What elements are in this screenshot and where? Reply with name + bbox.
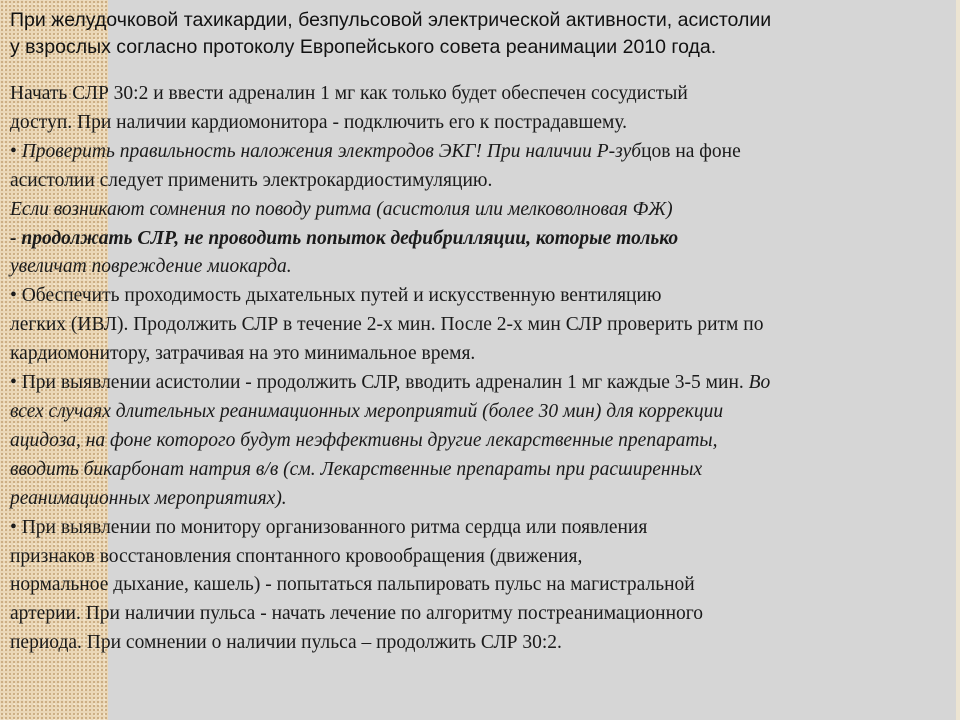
text-run: • При выявлении асистолии - продолжить СЛР, вводить адреналин 1 мг каждые 3-5 мин. [10,372,749,394]
text-run: признаков восстановления спонтанного кровообращения (движения, [10,545,583,567]
body-line [10,311,950,340]
text-run: • Обеспечить проходимость дыхательных путей и искусственную вентиляцию [10,285,662,307]
protocol-body-text [10,80,950,658]
text-run: Во [748,372,771,394]
text-run: доступ. При наличии кардиомонитора - подключить его к пострадавшему. [10,111,628,133]
text-run: нормальное дыхание, кашель) - попытаться пальпировать пульс на магистральной [10,574,695,596]
body-line [10,543,950,572]
body-line [10,629,950,658]
body-line [10,485,950,514]
body-line [10,109,950,138]
body-line [10,167,950,196]
title-line-2: у взрослых согласно протоколу Европейського совета реанимации 2010 года. [10,36,717,58]
text-run: асистолии следует применить электрокардиостимуляцию. [10,169,493,191]
body-line [10,138,950,167]
text-run: периода. При сомнении о наличии пульса – продолжить СЛР 30:2. [10,632,562,654]
text-run: • При выявлении по монитору организованного ритма сердца или появления [10,516,648,538]
text-run: Проверить правильность наложения электродов ЭКГ! При наличии Р-зуб [21,140,642,162]
text-run: цов на фоне [641,140,741,162]
title-line-1: При желудочковой тахикардии, безпульсовой электрической активности, асистолии [10,9,772,31]
text-run: увеличат повреждение миокарда. [10,256,292,278]
body-line [10,456,950,485]
text-run: Начать СЛР 30:2 и ввести адреналин 1 мг как только будет обеспечен сосудистый [10,83,688,104]
body-line [10,427,950,456]
body-line [10,600,950,629]
text-run: легких (ИВЛ). Продолжить СЛР в течение 2-х мин. После 2-х мин СЛР проверить ритм по [10,314,764,336]
text-run: кардиомонитору, затрачивая на это минимальное время. [10,343,476,365]
body-line [10,514,950,543]
text-run: всех случаях длительных реанимационных мероприятий (более 30 мин) для коррекции [10,400,724,422]
body-line [10,282,950,311]
text-run: Если возникают сомнения по поводу ритма (асистолия или мелковолновая ФЖ) [10,198,673,220]
body-line [10,398,950,427]
text-run: ацидоза, на фоне которого будут неэффективны другие лекарственные препараты, [10,429,718,451]
slide-title [10,7,950,61]
body-line [10,225,950,254]
body-line [10,369,950,398]
text-run: - продолжать СЛР, не проводить попыток дефибрилляции, которые только [10,227,679,249]
body-line [10,80,950,109]
text-run: реанимационных мероприятиях). [10,487,287,509]
decorative-right-edge [956,0,960,720]
text-run: артерии. При наличии пульса - начать лечение по алгоритму постреанимационного [10,603,704,625]
text-run: • [10,140,22,162]
body-line [10,340,950,369]
body-line [10,196,950,225]
body-line [10,253,950,282]
body-line [10,571,950,600]
text-run: вводить бикарбонат натрия в/в (см. Лекарственные препараты при расширенных [10,458,703,480]
